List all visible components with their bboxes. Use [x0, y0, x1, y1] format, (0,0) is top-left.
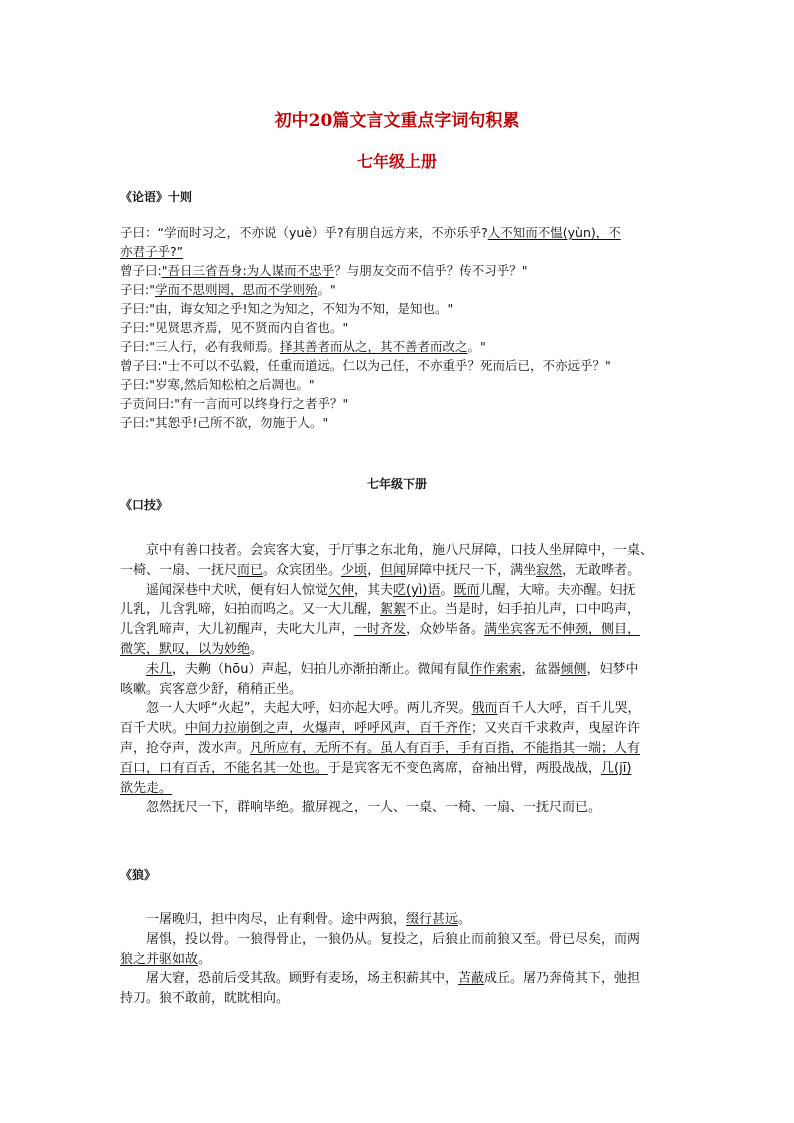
underlined-key-phrase: 但闻: [380, 562, 407, 578]
text-segment: 子贡问曰:"有一言而可以终身行之者乎？": [120, 396, 349, 411]
underlined-key-phrase: 微笑，默叹，以为妙绝: [120, 641, 251, 657]
underlined-key-phrase: 择其善者而从之，其不善者而改之: [279, 339, 468, 354]
text-line: [120, 600, 680, 620]
text-segment: ；又夹百千求救声，曳屋许许: [471, 721, 641, 737]
underlined-key-phrase: 欠伸: [328, 582, 355, 598]
text-line: [120, 798, 680, 818]
text-line: [120, 739, 680, 759]
underlined-key-phrase: 几(jī): [601, 760, 632, 776]
underlined-key-phrase: 作作索索: [469, 661, 522, 677]
text-segment: 子曰:"三人行，必有我师焉。: [120, 339, 280, 354]
underlined-key-phrase: 缀行甚远: [406, 912, 459, 927]
text-segment: 成丘。屠乃奔倚其下，弛担: [484, 971, 641, 987]
text-segment: 。: [198, 951, 212, 967]
text-segment: ，夫齁（hōu）声起，妇拍儿亦渐拍渐止。微闻有鼠: [172, 661, 470, 677]
text-line: [120, 375, 680, 394]
underlined-key-phrase: 一时齐发: [354, 622, 407, 638]
text-line: [120, 680, 680, 700]
text-segment: 曾子曰:: [120, 263, 162, 278]
text-line: [120, 541, 680, 561]
underlined-key-phrase: 中间力拉崩倒之声，火爆声，呼呼风声，百千齐作: [185, 721, 472, 737]
document-subtitle: 七年级上册: [356, 152, 437, 171]
text-line: [120, 910, 680, 930]
text-segment: ，盆器: [521, 661, 561, 677]
text-line: [120, 223, 680, 242]
text-line: [120, 261, 680, 280]
text-segment: ？与朋友交而不信乎？传不习乎？": [334, 263, 528, 278]
underlined-key-phrase: 絮絮: [380, 602, 407, 618]
underlined-key-phrase: 满坐宾客无不伸颈，侧目，: [484, 622, 641, 638]
text-segment: 京中有善口技者。会宾客大宴，于厅事之东北角，施八尺屏障，口技人坐屏障中，一桌、: [120, 543, 654, 558]
text-segment: 。: [250, 641, 264, 657]
underlined-key-phrase: 少顷: [341, 562, 368, 578]
text-line: [120, 318, 680, 337]
text-segment: 一屠晚归，担中肉尽，止有剩骨。途中两狼，: [120, 912, 407, 927]
text-line: [120, 280, 680, 299]
underlined-key-phrase: 而已: [237, 562, 264, 578]
text-segment: 曾子曰:"士不可以不弘毅，任重而道远。仁以为己任，不亦重乎？死而后已，不亦远乎？": [120, 358, 611, 373]
underlined-key-phrase: 俄而: [471, 701, 498, 717]
text-line: [120, 989, 680, 1009]
grade-heading-7b: 七年级下册: [366, 477, 427, 491]
underlined-key-phrase: 倾侧: [560, 661, 587, 677]
text-segment: 子曰:"其恕乎!己所不欲，勿施于人。": [120, 415, 329, 430]
text-line: [120, 394, 680, 413]
text-segment: 声，抢夺声，泼水声。: [120, 740, 251, 756]
text-segment: ，众妙毕备。: [406, 622, 485, 638]
underlined-key-phrase: 百口，口有百舌，不能名其一处也。: [120, 760, 329, 776]
text-line: [120, 581, 680, 601]
underlined-key-phrase: 欲先走。: [120, 780, 173, 796]
text-line: [120, 337, 680, 356]
text-line: [120, 779, 680, 799]
underlined-key-phrase: 人不知而不愠(yùn)，不: [487, 225, 621, 240]
underlined-key-phrase: 学而不思则罔，思而不学则殆: [154, 282, 318, 297]
text-segment: 百千犬吠。: [120, 721, 186, 737]
text-segment: 屠大窘，恐前后受其敌。顾野有麦场，场主积薪其中，: [120, 971, 459, 987]
underlined-key-phrase: 苫蔽: [458, 971, 485, 987]
underlined-key-phrase: 寂然: [536, 562, 563, 578]
text-line: [120, 413, 680, 432]
text-segment: ，妇梦中: [586, 661, 639, 677]
text-line: [120, 719, 680, 739]
text-segment: [120, 662, 146, 677]
kouji-text-block: [120, 541, 680, 818]
underlined-key-phrase: 凡所应有，无所不有。虽人有百手，手有百指，不能指其一端；人有: [250, 740, 641, 756]
text-segment: 。: [440, 582, 454, 598]
text-line: [120, 969, 680, 989]
text-line: [120, 299, 680, 318]
text-line: [120, 930, 680, 950]
text-segment: 遥闻深巷中犬吠，便有妇人惊觉: [120, 582, 329, 598]
underlined-key-phrase: 亦君子乎?”: [120, 244, 184, 259]
text-segment: ，其夫: [354, 582, 394, 598]
text-segment: 儿乳，儿含乳啼，妇拍而呜之。又一大儿醒，: [120, 602, 381, 618]
text-line: [120, 356, 680, 375]
text-segment: ，: [367, 562, 381, 578]
text-segment: 忽一人大呼“火起”，夫起大呼，妇亦起大呼。两儿齐哭。: [120, 701, 472, 717]
text-segment: 于是宾客无不变色离席，奋袖出臂，两股战战，: [328, 760, 602, 776]
text-segment: 。众宾团坐。: [263, 562, 342, 578]
text-line: [120, 242, 680, 261]
text-segment: ，无敢哗者。: [562, 562, 641, 578]
text-segment: 子曰:": [120, 282, 155, 297]
underlined-key-phrase: 既而: [453, 582, 480, 598]
text-segment: 持刀。狼不敢前，眈眈相向。: [120, 991, 290, 1007]
text-segment: 忽然抚尺一下，群响毕绝。撤屏视之，一人、一桌、一椅、一扇、一抚尺而已。: [120, 800, 602, 816]
text-line: [120, 561, 680, 581]
document-title: 初中20篇文言文重点字词句积累: [274, 111, 520, 131]
text-line: [120, 640, 680, 660]
text-segment: 一椅、一扇、一抚尺: [120, 562, 238, 578]
text-segment: 儿醒，大啼。夫亦醒。妇抚: [479, 582, 636, 598]
text-segment: 子曰:"岁寒,然后知松柏之后凋也。": [120, 377, 315, 392]
text-segment: 不止。当是时，妇手拍儿声，口中呜声，: [406, 602, 641, 618]
text-line: [120, 759, 680, 779]
text-segment: 子曰：“学而时习之，不亦说（yuè）乎?有朋自远方来，不亦乐乎?: [120, 225, 488, 240]
text-segment: 。: [458, 912, 472, 927]
text-line: [120, 660, 680, 680]
underlined-key-phrase: "吾日三省吾身:为人谋而不忠乎: [161, 263, 335, 278]
section-heading-lang: 《狼》: [120, 868, 157, 882]
underlined-key-phrase: 未几: [146, 661, 173, 677]
lang-text-block: [120, 910, 680, 1009]
text-segment: 。": [317, 282, 336, 297]
text-line: [120, 950, 680, 970]
text-line: [120, 620, 680, 640]
lunyu-text-block: [120, 223, 680, 432]
text-segment: 屠惧，投以骨。一狼得骨止，一狼仍从。复投之，后狼止而前狼又至。骨已尽矣，而两: [120, 931, 641, 947]
text-segment: 屏障中抚尺一下，满坐: [406, 562, 537, 578]
text-segment: 百千人大呼，百千儿哭，: [497, 701, 641, 717]
section-heading-kouji: 《口技》: [120, 498, 169, 512]
text-segment: 。": [467, 339, 486, 354]
underlined-key-phrase: 呓(yì)语: [393, 582, 441, 598]
underlined-key-phrase: 狼之并驱如故: [120, 951, 199, 967]
section-heading-lunyu: 《论语》十则: [120, 190, 193, 204]
text-segment: 子曰:"见贤思齐焉，见不贤而内自省也。": [120, 320, 349, 335]
text-segment: 子曰:"由，诲女知之乎!知之为知之，不知为不知，是知也。": [120, 301, 454, 316]
text-segment: 儿含乳啼声，大儿初醒声，夫叱大儿声，: [120, 622, 355, 638]
text-segment: 咳嗽。宾客意少舒，稍稍正坐。: [120, 681, 303, 697]
text-line: [120, 699, 680, 719]
